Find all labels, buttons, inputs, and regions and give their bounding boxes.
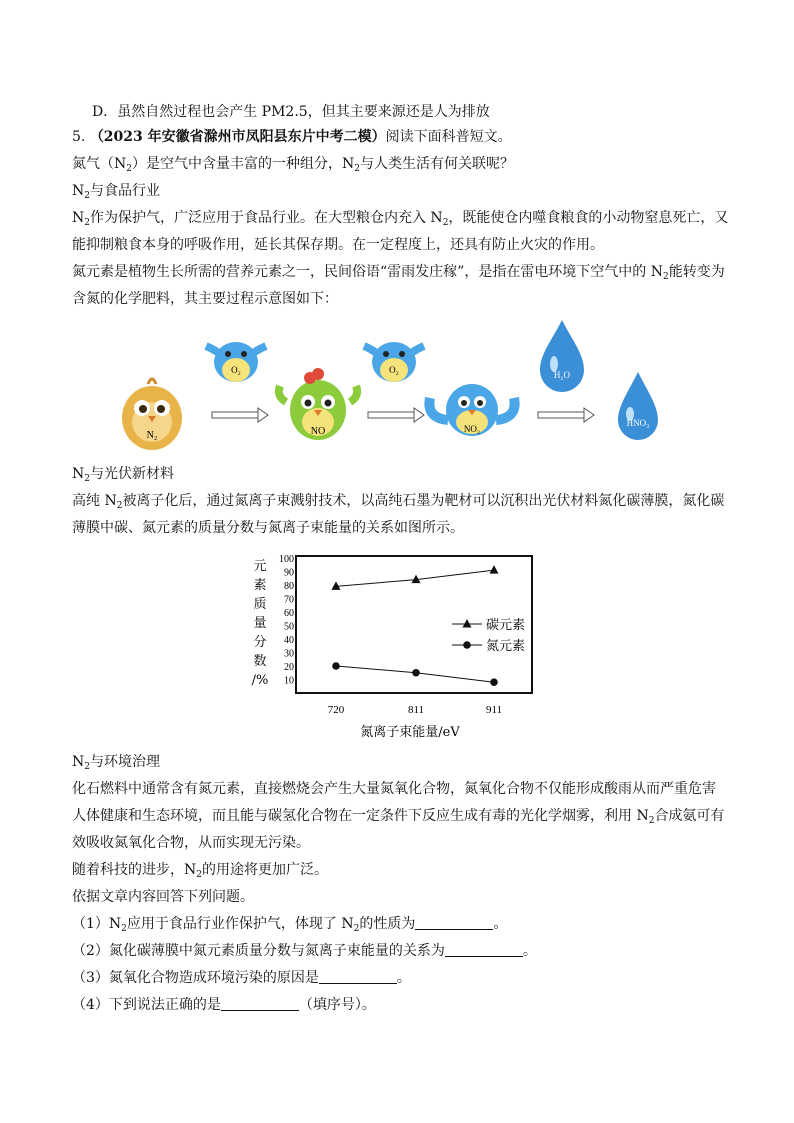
legend-label: 碳元素 (486, 618, 526, 633)
section-title-pv: $N_2$与光伏新材料 (72, 466, 174, 484)
answer-intro: 依据文章内容回答下列问题。 (72, 889, 254, 905)
no2-label: NO₂ (463, 424, 481, 434)
section-title-env: $N_2$与环境治理 (72, 754, 160, 772)
env-paragraph-line1: 化石燃料中通常含有氮元素，直接燃烧会产生大量氮氧化合物，氮氧化合物不仅能形成酸雨从而严重危害 (72, 781, 716, 797)
no-label: NO (310, 426, 326, 437)
x-tick-label: 911 (485, 704, 503, 716)
y-tick-label: 90 (284, 567, 294, 579)
answer-blank-3[interactable] (319, 969, 397, 984)
y-label-char: 质 (253, 597, 267, 612)
option-d: D．虽然自然过程也会产生 PM2.5，但其主要来源还是人为排放 (92, 104, 490, 120)
element-mass-fraction-chart (240, 548, 550, 744)
question-3: （3）氮氧化合物造成环境污染的原因是 。 (72, 970, 411, 986)
legend-marker (463, 641, 471, 649)
x-tick-label: 720 (327, 704, 345, 716)
food-paragraph-1: $N_2$作为保护气，广泛应用于食品行业。在大型粮仓内充入 $N_2$，既能使仓内噬食粮食的小动物窒息死亡，又 (72, 210, 729, 228)
arrow-1 (212, 408, 268, 422)
answer-blank-1[interactable] (415, 915, 493, 930)
env-paragraph-line2: 人体健康和生态环境，而且能与碳氢化合物在一定条件下反应生成有毒的光化学烟雾，利用 $N_2$合成氨可有 (72, 808, 725, 826)
y-label-char: 素 (253, 578, 267, 593)
y-label-char: 数 (253, 654, 267, 669)
intro-paragraph: 氮气$(N_2)$是空气中含量丰富的一种组分，$N_2$与人类生活有何关联呢？ (72, 156, 514, 174)
y-tick-label: 30 (284, 648, 294, 660)
answer-blank-2[interactable] (445, 942, 523, 957)
env-paragraph-line3: 效吸收氮氧化合物，从而实现无污染。 (72, 835, 310, 851)
y-label-char: 分 (253, 635, 267, 650)
question-number: 5. (72, 129, 86, 145)
x-tick-label: 811 (407, 704, 425, 716)
h2o-drop-illustration (540, 320, 584, 392)
o2-label-1: O₂ (231, 365, 241, 375)
y-tick-label: 50 (284, 621, 294, 633)
data-point-circle (412, 669, 420, 677)
food-paragraph-2-line2: 含氮的化学肥料，其主要过程示意图如下： (72, 291, 338, 307)
legend-label: 氮元素 (486, 639, 526, 654)
x-axis-label: 氮离子束能量/eV (360, 725, 460, 740)
y-tick-label: 40 (284, 635, 294, 646)
arrow-2 (368, 408, 424, 422)
no-bird-illustration (279, 368, 357, 440)
pv-paragraph-line2: 薄膜中碳、氮元素的质量分数与氮离子束能量的关系如图所示。 (72, 520, 464, 536)
o2-label-2: O₂ (389, 365, 399, 375)
y-tick-label: 20 (284, 662, 294, 673)
y-tick-label: 60 (284, 608, 294, 619)
pv-paragraph: 高纯 $N_2$被离子化后，通过氮离子束溅射技术，以高纯石墨为靶材可以沉积出光伏材料氮化碳薄膜，氮化碳 (72, 493, 725, 511)
food-paragraph-1-line2: 能抑制粮食本身的呼吸作用，延长其保存期。在一定程度上，还具有防止火灾的作用。 (72, 237, 604, 253)
y-tick-label: 70 (284, 594, 294, 606)
n2-chick-illustration (122, 379, 182, 450)
y-tick-label: 80 (284, 581, 294, 592)
question-1: $(1)N_2$应用于食品行业作保护气，体现了 $N_2$的性质为 。 (72, 916, 508, 934)
data-point-circle (332, 662, 340, 670)
y-axis-label (252, 559, 269, 688)
data-point-circle (490, 678, 498, 686)
y-tick-label: 100 (279, 554, 294, 565)
question-lead: 阅读下面科普短文。 (385, 129, 512, 145)
o2-bird-1-illustration (206, 342, 266, 382)
question-2: （2）氮化碳薄膜中氮元素质量分数与氮离子束能量的关系为 。 (72, 943, 537, 959)
future-paragraph: 随着科技的进步，$N_2$的用途将更加广泛。 (72, 862, 328, 880)
question-4: （4）下到说法正确的是 （填序号）。 (72, 997, 376, 1013)
y-tick-label: 10 (284, 675, 294, 687)
n2-label: N₂ (146, 430, 158, 441)
no2-bird-illustration (429, 384, 514, 436)
section-title-food: $N_2$与食品行业 (72, 183, 160, 201)
y-label-char: /% (251, 673, 269, 688)
lightning-process-diagram (110, 318, 750, 458)
y-label-char: 量 (253, 616, 267, 631)
hno3-drop-illustration (618, 372, 658, 440)
food-paragraph-2: 氮元素是植物生长所需的营养元素之一，民间俗语“雷雨发庄稼”，是指在雷电环境下空气中的 $N_2$能转变为 (72, 264, 725, 282)
question-5-header (72, 127, 512, 147)
o2-bird-2-illustration (364, 342, 424, 382)
answer-blank-4[interactable] (221, 996, 299, 1011)
h2o-label: H₂O (553, 370, 571, 380)
arrow-3 (538, 408, 594, 422)
hno3-label: HNO₃ (626, 418, 650, 428)
y-label-char: 元 (253, 559, 267, 574)
question-source: （2023 年安徽省滁州市凤阳县东片中考二模） (89, 129, 386, 145)
